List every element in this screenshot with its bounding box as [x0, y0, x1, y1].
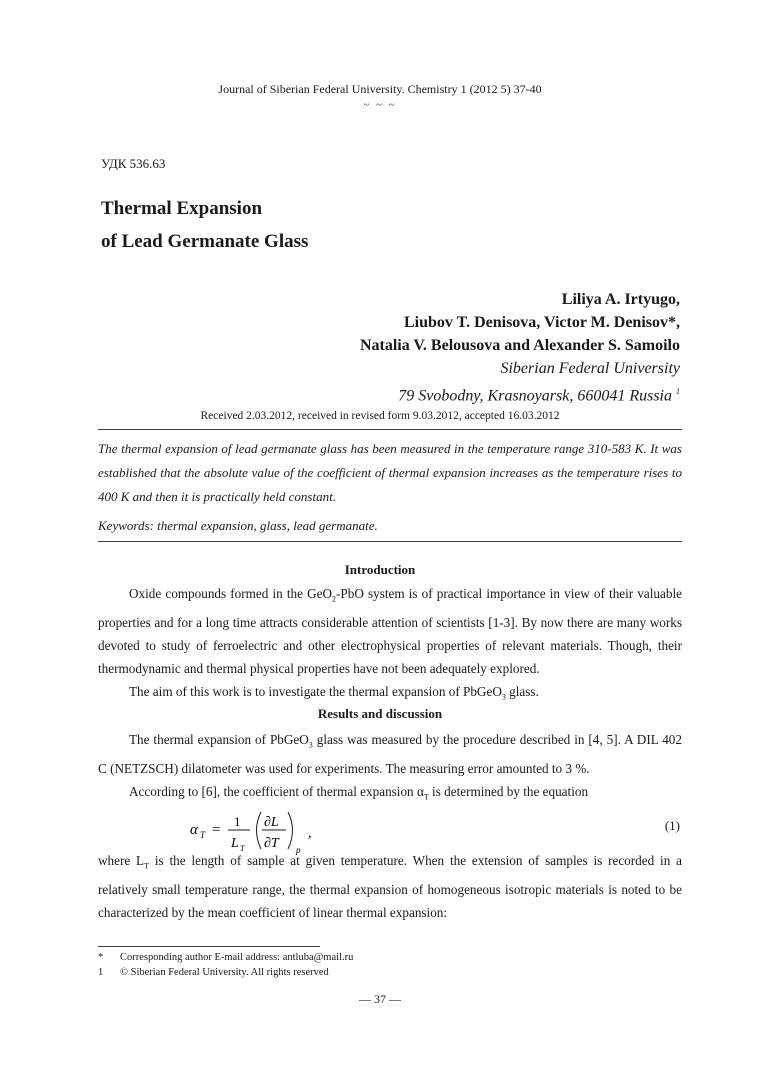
affiliation-footnote-mark: 1: [676, 387, 680, 396]
footnote-2-text: © Siberian Federal University. All rights reserved: [120, 967, 329, 978]
equation-comma: ,: [308, 826, 312, 841]
equation-number: (1): [664, 818, 680, 833]
page-number: — 37 —: [359, 992, 401, 1006]
title-line-2: of Lead Germanate Glass: [101, 231, 309, 252]
equation-derivative-subscript: p: [296, 845, 301, 855]
equation-fraction-numerator: 1: [234, 814, 241, 829]
title-line-1: Thermal Expansion: [101, 198, 263, 219]
introduction-paragraph-2: The aim of this work is to investigate the thermal expansion of PbGeO$_3$ glass.: [129, 683, 539, 702]
results-paragraph-1: The thermal expansion of PbGeO$_3$ glass was measured by the procedure described in [4, 5]. A DIL 402 C (NETZSCH) dilatometer was used for experiments. The measuring error amounted to 3 %.: [98, 732, 682, 776]
introduction-heading: Introduction: [344, 562, 416, 577]
abstract-top-rule: [98, 429, 682, 430]
author-line-2: Liubov T. Denisova, Victor M. Denisov*,: [403, 314, 680, 331]
results-continuation: [98, 849, 682, 924]
equation-derivative-numerator: ∂L: [264, 815, 279, 830]
footnote-2: [98, 967, 329, 978]
abstract: The thermal expansion of lead germanate glass has been measured in the temperature range 310-583 K. It was established that the absolute value of the coefficient of thermal expansion increases as the temperature rises to 400 K and then it is practically held constant.: [98, 441, 682, 504]
author-line-1: Liliya A. Irtyugo,: [561, 291, 680, 308]
equation-denominator-subscript: T: [240, 844, 245, 853]
equation-lhs-subscript: T: [200, 830, 206, 840]
results-paragraph-2: According to [6], the coefficient of thermal expansion $\alpha_T$ is determined by the equation: [129, 783, 589, 802]
affiliation-line-1: Siberian Federal University: [500, 360, 680, 377]
paper-title: [101, 192, 308, 258]
footnote-1: [98, 952, 353, 963]
keywords: Keywords: thermal expansion, glass, lead germanate.: [98, 518, 378, 533]
footnote-1-mark: *: [98, 952, 104, 963]
equation-equals: =: [212, 822, 221, 838]
author-block: [360, 288, 680, 407]
udk-code: УДК 536.63: [101, 156, 166, 171]
journal-header: Journal of Siberian Federal University. Chemistry 1 (2012 5) 37-40: [218, 82, 542, 96]
results-paragraph-3: where $L_T$ is the length of sample at given temperature. When the extension of samples is recorded in a relatively small temperature range, the thermal expansion of homogeneous isotropic materials is noted to be characterized by the mean coefficient of linear thermal expansion:: [98, 853, 682, 920]
received-dates: Received 2.03.2012, received in revised form 9.03.2012, accepted 16.03.2012: [200, 410, 560, 422]
equation-right-paren: [288, 812, 293, 849]
results-body: [98, 728, 682, 808]
affiliation-address: 79 Svobodny, Krasnoyarsk, 660041 Russia: [398, 387, 672, 405]
footnote-rule: [98, 946, 320, 947]
equation-left-paren: [257, 812, 262, 849]
footnote-1-text: Corresponding author E-mail address: antluba@mail.ru: [120, 952, 354, 963]
header-separator: ~ ~ ~: [363, 99, 397, 111]
footnote-2-mark: 1: [98, 967, 104, 978]
equation-derivative-denominator: ∂T: [264, 836, 279, 851]
introduction-paragraph-1: Oxide compounds formed in the GeO$_2$-PbO system is of practical importance in view of their valuable properties and for a long time attracts considerable attention of scientists [1-3]. By now there are many works devoted to study of ferroelectric and other electrophysical properties of relevant materials. Though, their thermodynamic and thermal physical properties have not been adequately explored.: [98, 586, 682, 676]
equation-fraction-denominator: L: [231, 836, 239, 851]
results-heading: Results and discussion: [317, 706, 443, 721]
affiliation-line-2: [360, 380, 680, 407]
equation-lhs: α: [190, 822, 198, 838]
keywords-bottom-rule: [98, 541, 682, 542]
introduction-body: [98, 582, 682, 708]
author-line-3: Natalia V. Belousova and Alexander S. Samoilo: [359, 337, 680, 354]
